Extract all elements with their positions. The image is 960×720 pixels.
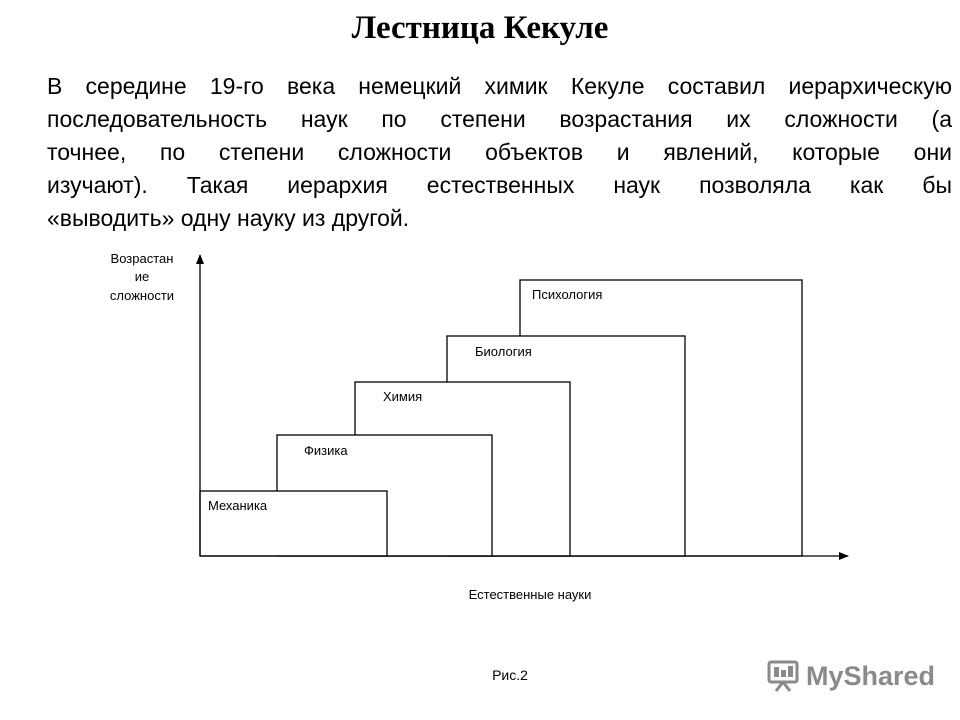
paragraph-line: «выводить» одну науку из другой. xyxy=(47,205,410,231)
step-label-biology: Биология xyxy=(475,344,532,359)
slide-title: Лестница Кекуле xyxy=(351,10,609,46)
y-axis-label xyxy=(110,251,174,303)
figure-caption: Рис.2 xyxy=(492,667,528,683)
step-label-psychology: Психология xyxy=(532,287,603,302)
paragraph-line: точнее, по степени сложности объектов и явлений, которые они xyxy=(47,139,952,165)
paragraph-line: В середине 19-го века немецкий химик Кекуле составил иерархическую xyxy=(47,73,952,99)
paragraph-line: изучают). Такая иерархия естественных наук позволяла как бы xyxy=(47,172,952,198)
y-axis-label-line: ие xyxy=(134,269,150,284)
watermark-text: MyShared xyxy=(806,660,936,691)
step-label-chemistry: Химия xyxy=(383,389,423,404)
y-axis-label-line: Возрастан xyxy=(110,251,174,266)
step-label-mechanics: Механика xyxy=(208,498,268,513)
paragraph-line: последовательность наук по степени возрастания их сложности (а xyxy=(47,106,952,132)
step-label-physics: Физика xyxy=(304,443,348,458)
watermark-logo xyxy=(766,656,935,696)
y-axis-label-line: сложности xyxy=(109,288,175,303)
x-axis-label: Естественные науки xyxy=(468,587,592,602)
presentation-board-icon xyxy=(766,659,800,693)
